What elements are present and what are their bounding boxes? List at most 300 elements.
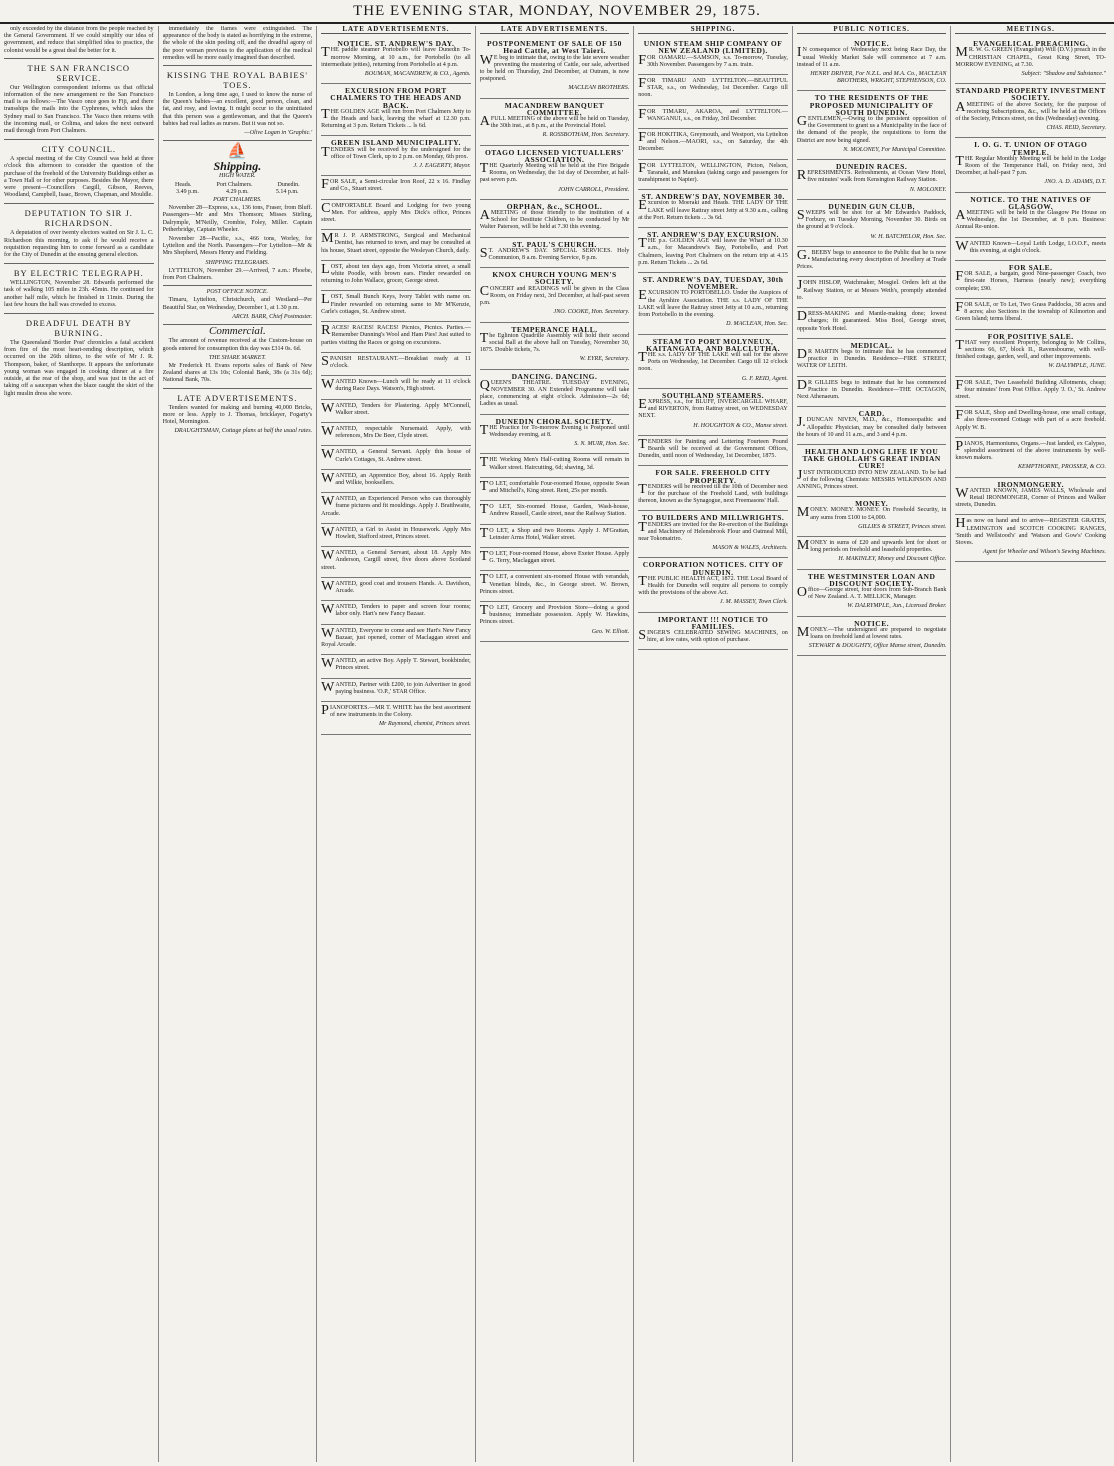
advertisement xyxy=(797,339,947,377)
column-heading: LATE ADVERTISEMENTS. xyxy=(480,26,630,34)
advertisement-body: J.DUNCAN NIVEN, M.D., &c., Homoeopathic and Allopathic Physician, may be consulted daily between the hours of 10 and 11 a.m., and 3 and 4 p.m. xyxy=(796,415,947,438)
advertisement xyxy=(321,470,471,493)
advertisement-body: DR GILLIES begs to intimate that he has commenced Practice in Dunedin. Residence—THE OCTAGON, Next Athenaeum. xyxy=(796,377,947,400)
advertisement xyxy=(321,702,471,735)
advertisement-body: THE PUBLIC HEALTH ACT, 1872. THE Local Board of Health for Dunedin will require all persons to comply with the provisions of the above Act. xyxy=(638,573,788,597)
advertisement-heading: ORPHAN, &c., SCHOOL. xyxy=(506,201,603,211)
advertisement-body: AMEETING of those friendly to the institution of a School for Destitute Children, to be conducted by Mr Walter Paterson, will be held at 7.30 this evening. xyxy=(479,208,630,231)
advertisement-signature: Subject: "Shadow and Substance." xyxy=(1021,71,1106,78)
divider xyxy=(163,140,313,141)
advertisement-body: CONCERT and READINGS will be given in the Class Room, on Friday next, 3rd December, at half-past seven p.m. xyxy=(479,283,630,307)
divider xyxy=(4,58,154,59)
advertisement-signature: MACLEAN BROTHERS. xyxy=(568,85,630,92)
late-ads-label: LATE ADVERTISEMENTS. xyxy=(177,392,298,403)
advertisement-body: THE s.s. LADY OF THE LAKE will sail for the above Ports on Wednesday, 1st December. Cargo till 12 o'clock noon. xyxy=(638,349,788,373)
advertisement xyxy=(797,277,947,308)
advertisement-heading: MEDICAL. xyxy=(850,340,893,350)
article xyxy=(4,63,154,135)
column-1 xyxy=(4,26,159,1462)
advertisement xyxy=(797,91,947,160)
advertisement-body: TO LET, comfortable Four-roomed House, opposite Swan and Mitchell's, King street. Rent, 25s per month. xyxy=(479,478,630,494)
advertisement xyxy=(638,389,788,436)
advertisement-body: SPANISH RESTAURANT.—Breakfast ready at 11 o'clock. xyxy=(321,353,471,369)
article xyxy=(4,144,154,199)
advertisement xyxy=(797,247,947,278)
advertisement xyxy=(638,273,788,334)
masthead: THE EVENING STAR, MONDAY, NOVEMBER 29, 1875. xyxy=(0,0,1114,24)
advertisement-body: FOR SALE, Two Leasehold Building Allotments, cheap; four minutes' from Post Office. Apply 'J. O.,' St. Andrew street. xyxy=(955,377,1106,400)
advertisement xyxy=(480,99,630,146)
advertisement-signature: J. J. EAGERTY, Mayor. xyxy=(413,163,471,170)
advertisement-body: THE Working Men's Half-cutting Rooms will remain in Walker street. Haircutting, 6d; shaving, 3d. xyxy=(479,455,630,471)
advertisement-heading: FOR SALE. FREEHOLD CITY PROPERTY. xyxy=(655,468,771,485)
advertisement-signature: KEMPTHORNE, PROSSER, & CO. xyxy=(1017,464,1106,471)
advertisement xyxy=(955,478,1106,516)
advertisement xyxy=(797,445,947,497)
advertisement-body: FOR TIMARU, AKAROA, and LYTTELTON.—WANGANUI, s.s., on Friday, 3rd December. xyxy=(638,106,788,122)
advertisement xyxy=(955,138,1106,192)
advertisement-body: WANTED, a Girl to Assist in Housework. Apply Mrs Howlett, Stafford street, Princes street. xyxy=(321,524,471,540)
advertisement xyxy=(480,415,630,455)
advertisement xyxy=(955,515,1106,562)
article-body: A special meeting of the City Council was held at three o'clock this afternoon to consider the question of the purchase of the freehold of the University Buildings either as a Town Hall or for other purposes. Besides the Mayor, there were present—Councillors Cargill, Gibson, Reeves, Woodland, Campbell, Isaac, Brown, Chapman, and Mouldle. xyxy=(4,156,154,199)
advertisement-body: WANTED, a General Servant, about 18. Apply Mrs Anderson, Cargill street, five doors above Scotland street. xyxy=(321,548,471,571)
advertisement-heading: MACANDREW BANQUET COMMITTEE. xyxy=(504,100,605,117)
divider xyxy=(163,65,313,66)
tide-time: 5.14 p.m. xyxy=(275,188,299,195)
advertisement-body: AMEETING will be held in the Glasgow Pie House on Wednesday, the 1st December, at 8 p.m. Business: Annual Re-union. xyxy=(955,208,1106,231)
advertisement-heading: DUNEDIN RACES. xyxy=(836,162,908,172)
tide-head: Heads. xyxy=(175,181,192,188)
advertisement xyxy=(797,37,947,91)
advertisement-body: LOST, about ten days ago, from Victoria street, a small white Poodle, with brown ears. Finder rewarded on returning to John Wallace, grocer, George street. xyxy=(321,261,471,285)
advertisement xyxy=(321,493,471,524)
late-ad-sign: DRAUGHTSMAN, Cottage plans at half the usual rates. xyxy=(174,428,313,435)
advertisement-heading: CORPORATION NOTICES. CITY OF DUNEDIN. xyxy=(642,560,784,577)
advertisement-body: WANTED, an active Boy. Apply T. Stewart, bookbinder, Princes street. xyxy=(321,656,471,672)
advertisement xyxy=(480,548,630,571)
advertisement-signature: BOUMAN, MACANDREW, & CO., Agents. xyxy=(364,71,471,78)
advertisement-signature: S. N. MUIR, Hon. Sec. xyxy=(574,441,630,448)
advertisement xyxy=(480,146,630,200)
advertisement-body: WE beg to intimate that, owing to the late severe weather preventing the mustering of Cattle, our sale, advertised to be held on Thursday, 2nd December, at Outram, is now postponed. xyxy=(479,52,630,83)
advertisement xyxy=(321,376,471,399)
advertisement-body: FOR HOKITIKA, Greymouth, and Westport, via Lyttelton and Nelson.—MAORI, s.s., on Saturday, the 4th December. xyxy=(638,130,788,153)
advertisement xyxy=(955,438,1106,478)
advertisement xyxy=(480,370,630,415)
advertisement xyxy=(638,335,788,389)
advertisement-body: SWEEPS will be shot for at Mr Edwards's Paddock, Forbury, on Tuesday Morning, November 30. Birds on the ground at 9 o'clock. xyxy=(796,208,947,231)
advertisement-body: AMEETING of the above Society, for the purpose of receiving Subscriptions, &c., will be held at the Offices of the Society, Princes street, on this (Wednesday) evening. xyxy=(955,99,1106,123)
advertisement xyxy=(321,524,471,547)
advertisement-signature: MASON & WALES, Architects. xyxy=(712,545,788,552)
advertisement-body: TENDERS will be received till the 10th of December next for the purchase of the Freehold Land, with buildings thereon, known as the Synagogue, next Freemasons' Hall. xyxy=(638,481,788,505)
advertisement xyxy=(955,193,1106,238)
advertisement-body: MONEY.—The undersigned are prepared to negotiate loans on freehold land at lowest rates. xyxy=(796,624,947,640)
advertisement-body: The Eglinton Quadrille Assembly will hold their second social Ball at the above hall on Tuesday, November 30, 1875. Double tickets, 7s. xyxy=(479,330,630,354)
advertisement-body: DR MARTIN begs to intimate that he has commenced practice in Dunedin. Residence—FIRE STREET, WATER OF LEITH. xyxy=(796,346,947,370)
advertisement xyxy=(321,84,471,136)
advertisement-heading: CARD. xyxy=(858,409,885,419)
advertisement-heading: FOR SALE. xyxy=(1008,263,1053,273)
advertisement xyxy=(955,299,1106,330)
advertisement-signature: Mr Raymond, chemist, Princes street. xyxy=(379,721,471,728)
advertisement-body: Office—George street, four doors from Sub-Branch Bank of New Zealand. A. T. MELLICK, Manager. xyxy=(796,584,947,601)
advertisement-body: WANTED, good coat and trousers Hands. A. Davidson, Arcade. xyxy=(321,578,471,594)
column-heading: SHIPPING. xyxy=(638,26,788,34)
advertisement xyxy=(955,377,1106,408)
advertisement-heading: STANDARD PROPERTY INVESTMENT SOCIETY. xyxy=(955,86,1106,103)
advertisement-heading: ST. ANDREW'S DAY, TUESDAY, 30th NOVEMBER. xyxy=(642,275,784,292)
advertisement xyxy=(797,160,947,200)
advertisement-body: MONEY. MONEY. MONEY. On Freehold Security, in any sums from £100 to £4,000. xyxy=(796,505,947,521)
advertisement xyxy=(321,400,471,423)
tide-table-heads xyxy=(163,182,313,189)
advertisement xyxy=(480,200,630,238)
advertisement-signature: JNO. COOKE, Hon. Secretary. xyxy=(553,309,630,316)
advertisement-body: WANTED Known—Loyal Leith Lodge, I.O.O.F., meets this evening, at eight o'clock. xyxy=(955,238,1106,254)
article xyxy=(4,268,154,309)
advertisement-signature: W. EYRE, Secretary. xyxy=(579,356,630,363)
advertisement-body: EXPRESS, s.s., for BLUFF, INVERCARGILL WHARF, and RIVERTON, from Rattray street, on WEDNESDAY NEXT. xyxy=(638,396,788,420)
advertisement xyxy=(955,330,1106,377)
advertisement-heading: ST. ANDREW'S DAY EXCURSION. xyxy=(647,230,779,240)
advertisement xyxy=(321,37,471,84)
advertisement-heading: TO BUILDERS AND MILLWRIGHTS. xyxy=(641,513,785,523)
column-6 xyxy=(797,26,952,1462)
advertisement-body: IN consequence of Wednesday next being Race Day, the usual Weekly Market Sale will commence at 7 a.m. instead of 11 a.m. xyxy=(796,45,947,68)
advertisement xyxy=(321,176,471,199)
advertisement xyxy=(955,407,1106,438)
advertisement-body: JOHN HISLOP, Watchmaker, Mosgiel. Orders left at the Railway Station, or at Messrs Weth's, promptly attended to. xyxy=(796,278,947,301)
advertisement-heading: THE WESTMINSTER LOAN AND DISCOUNT SOCIETY. xyxy=(807,571,936,588)
post-office-sign: ARCH. BARR, Chief Postmaster. xyxy=(232,313,313,320)
advertisement xyxy=(797,617,947,657)
advertisement xyxy=(638,436,788,467)
article-body: The Queensland 'Border Post' chronicles a fatal accident from fire of the most heart-rending description, which occurred on the 26th ultimo, to the wife of Mr J. R. Thompson, baker, of Stanthorpe. It appears the unfortunate young woman was engaged in cooking dinner at a fire outside, at the rear of the shop, and was just in the act of taking off a saucepan when the blaze caught the skirt of the light muslin dress she wore. xyxy=(4,340,154,397)
advertisement xyxy=(638,75,788,106)
advertisement-heading: EXCURSION FROM PORT CHALMERS TO THE HEADS AND BACK. xyxy=(330,86,462,110)
advertisement xyxy=(638,129,788,160)
advertisement xyxy=(797,308,947,339)
article-title: BY ELECTRIC TELEGRAPH. xyxy=(13,268,144,279)
advertisement-heading: DUNEDIN GUN CLUB. xyxy=(828,201,915,211)
advertisement xyxy=(638,160,788,191)
advertisement xyxy=(480,454,630,477)
advertisement-signature: N. MOLONEY, For Municipal Committee. xyxy=(843,146,947,153)
article-title: KISSING THE ROYAL BABIES' TOES. xyxy=(166,70,308,91)
telegrams-label: SHIPPING TELEGRAMS. xyxy=(205,259,270,266)
advertisement xyxy=(955,37,1106,84)
article-title: THE SAN FRANCISCO SERVICE. xyxy=(27,62,131,83)
advertisement-heading: POSTPONEMENT OF SALE OF 150 Head Cattle, at West Taieri. xyxy=(487,39,622,56)
advertisement-body: THE GOLDEN AGE will run from Port Chalmers Jetty to the Heads and back, leaving the wharf at 12.30 p.m. Returning at 3 p.m. Return Tickets ... ls 6d. xyxy=(321,106,471,130)
port-label: PORT CHALMERS. xyxy=(213,197,262,204)
page-columns xyxy=(4,26,1110,1462)
advertisement-body: MR. W. G. GREEN (Evangelist) Will (D.V.) preach in the CHRISTIAN CHAPEL, Great King Street, TO-MORROW EVENING, at 7.30. xyxy=(955,45,1106,68)
advertisement-signature: JNO. A. D. ADAMS, D.T. xyxy=(1044,179,1106,186)
tide-time: 4.29 p.m. xyxy=(226,188,249,195)
advertisement-heading: KNOX CHURCH YOUNG MEN'S SOCIETY. xyxy=(492,270,617,287)
advertisement-body: AFULL MEETING of the above will be held on Tuesday, the 30th inst., at 8 p.m., at the Provincial Hotel. xyxy=(479,114,630,130)
advertisement-signature: G. F. REID, Agent. xyxy=(741,375,788,382)
advertisement xyxy=(480,238,630,269)
advertisement-body: WANTED, an Experienced Person who can thoroughly frame pictures and fit mouldings. Apply J. Braithwaite, Arcade. xyxy=(321,494,471,517)
advertisement-heading: IRONMONGERY. xyxy=(997,479,1064,489)
article-title: DREADFUL DEATH BY BURNING. xyxy=(25,318,132,339)
advertisement-signature: GILLIES & STREET, Princes street. xyxy=(858,523,947,530)
article xyxy=(4,318,154,398)
advertisement-body: FOR TIMARU AND LYTTELTON.—BEAUTIFUL STAR, s.s., on Wednesday, 1st December. Cargo till noon. xyxy=(638,76,788,99)
advertisement-signature: JOHN CARROLL, President. xyxy=(558,186,630,193)
column-7 xyxy=(955,26,1110,1462)
advertisement-body: TO LET, a convenient six-roomed House with verandah, Venetian blinds, &c., in George street. W. Brown, Princes street. xyxy=(479,572,630,595)
advertisement xyxy=(321,261,471,292)
advertisement-body: FOR SALE, a bargain, good Nine-passenger Coach, two first-rate Horses, Harness (nearly new); everything complete; £90. xyxy=(955,269,1106,292)
commercial-body: The amount of revenue received at the Custom-house on goods entered for consumption this day was £314 0s. 6d. xyxy=(162,338,313,352)
advertisement xyxy=(797,570,947,617)
advertisement xyxy=(321,200,471,231)
lead-paragraph: only exceeded by the distance from the people reached by the General Government. If we could simplify our idea of government, and reduce that simplified idea to practice, the colonist would be a great deal the better for it. xyxy=(4,26,154,54)
advertisement-signature: Geo. W. Elliott. xyxy=(591,628,630,635)
advertisement-body: TO LET, Grocery and Provision Store—doing a good business; immediate possession. Apply W. Hawkins, Princes street. xyxy=(479,602,630,626)
section-title-commercial: Commercial. xyxy=(208,325,266,338)
advertisement-signature: W. DALRYMPLE, Jun., Licensed Broker. xyxy=(847,603,947,610)
advertisement-heading: ST. ANDREW'S DAY, NOVEMBER 30. xyxy=(641,192,785,202)
advertisement-heading: MONEY. xyxy=(855,499,889,509)
advertisement xyxy=(321,423,471,446)
advertisement xyxy=(797,407,947,445)
article-body: Our Wellington correspondent informs us that official information of the new arrangement re the San Francisco mail is as follows:—The Vasco once goes to Fiji, and there transships the mails into the Cyphrenes, which takes the Sydney mail to San Francisco. The Vasco then returns with the incoming mail, or Colima, and takes the next outward mail through from Port Chalmers. xyxy=(4,84,154,135)
advertisement-body: WANTED, Tenders to paper and screen four rooms; labor only. Hart's new Fancy Bazaar. xyxy=(321,602,471,618)
advertisement xyxy=(321,353,471,376)
share-market-label: THE SHARE MARKET. xyxy=(208,354,266,361)
advertisement xyxy=(480,268,630,322)
advertisement xyxy=(480,525,630,548)
advertisement-heading: TEMPERANCE HALL. xyxy=(511,324,598,334)
advertisement xyxy=(638,37,788,75)
advertisement-heading: NOTICE. ST. ANDREW'S DAY. xyxy=(337,39,455,49)
advertisement xyxy=(321,136,471,176)
advertisement-body: WANTED Known—Lunch will be ready at 11 o'clock during Race Days. Watson's, High street. xyxy=(321,377,471,393)
advertisement xyxy=(797,200,947,247)
advertisement xyxy=(480,37,630,98)
advertisement xyxy=(321,601,471,624)
article-title: DEPUTATION TO SIR J. RICHARDSON. xyxy=(24,208,133,229)
article-title: CITY COUNCIL. xyxy=(41,144,117,155)
advertisement-body: DRESS-MAKING and Mantle-making done; lowest charges; fit guaranteed. Miss Bool, George street, opposite York Hotel. xyxy=(796,309,947,332)
advertisement xyxy=(321,230,471,261)
advertisement xyxy=(638,106,788,129)
advertisement xyxy=(638,558,788,612)
advertisement-heading: NOTICE. xyxy=(854,618,890,628)
advertisement-heading: ST. PAUL'S CHURCH. xyxy=(512,239,597,249)
advertisement-body: RACES! RACES! RACES! Picnics, Picnics. Parties.—Remember Dunning's Wool and Ham Pies! Just suited to parties visiting the Races or going on excursions. xyxy=(321,323,471,346)
section-title-shipping: Shipping. xyxy=(213,159,262,174)
advertisement xyxy=(480,602,630,642)
advertisement xyxy=(321,625,471,656)
advertisement-body: THE Quarterly Meeting will be held at the Fire Brigade Rooms, on Wednesday, the 1st day of December, at half-past seven p.m. xyxy=(479,161,630,184)
advertisement-body: EXCURSION TO PORTOBELLO. Under the Auspices of the Ayrshire Association. THE s.s. LADY OF THE LAKE will leave the Rattray street Jetty at 10 a.m., returning from Portobello in the evening. xyxy=(638,288,788,319)
advertisement xyxy=(480,323,630,370)
advertisement-body: LOST, Small Bunch Keys, Ivory Tablet with name on. Finder rewarded on returning same to Mr M'Kenzie, Carle's cottages, St. Andrew street. xyxy=(321,292,471,315)
divider xyxy=(4,203,154,204)
advertisement-body: REFRESHMENTS. Refreshments, at Ocean View Hotel, five minutes' walk from Kensington Railway Station. xyxy=(796,168,947,184)
column-heading: LATE ADVERTISEMENTS. xyxy=(321,26,471,34)
divider xyxy=(4,313,154,314)
advertisement-signature: HENRY DRIVER, For N.Z.L. and M.A. Co., MACLEAN BROTHERS, WRIGHT, STEPHENSON, CO. xyxy=(810,71,947,85)
advertisement-heading: FOR POSITIVE SALE. xyxy=(987,331,1074,341)
advertisement-body: COMFORTABLE Board and Lodging for two young Men. For address, apply Mrs Dick's office, Princes street. xyxy=(321,200,471,224)
advertisement-heading: IMPORTANT !!! NOTICE TO FAMILIES. xyxy=(657,614,769,631)
column-4 xyxy=(480,26,635,1462)
advertisement xyxy=(480,478,630,501)
advertisement-signature: D. MACLEAN, Hon. Sec. xyxy=(726,321,788,328)
tide-head: Port Chalmers. xyxy=(216,181,253,188)
advertisement-body: FOR SALE, a Semi-circular Iron Roof, 22 x 16. Findlay and Co., Stuart street. xyxy=(321,177,471,193)
advertisement-body: WANTED, an Apprentice Boy, about 16. Apply Reith and Wilkie, booksellers. xyxy=(321,470,471,486)
column-heading: MEETINGS. xyxy=(955,26,1106,34)
advertisement-body: PIANOFORTES.—MR T. WHITE has the best assortment of new instruments in the Colony. xyxy=(321,703,471,719)
advertisement-heading: UNION STEAM SHIP COMPANY OF NEW ZEALAND (LIMITED). xyxy=(643,39,783,56)
advertisement-signature: W. H. BATCHELOR, Hon. Sec. xyxy=(870,233,947,240)
advertisement-body: WANTED, Partner with £200, to join Advertiser in good paying business. 'O.P.,' STAR Office. xyxy=(321,679,471,695)
advertisement-body: FOR SALE, or To Let, Two Grass Paddocks, 38 acres and 8 acres; also Sections in the township of Kilmorton and Green Island; terms liberal. xyxy=(955,299,1106,323)
advertisement-body: Has now on hand and to arrive—REGISTER GRATES, LEMINGTON and SCOTCH COOKING RANGES, 'Smith and Wellstood's' and 'Watson and Gow's' Cooking Stoves. xyxy=(955,516,1106,546)
advertisement-body: THE Regular Monthly Meeting will be held in the Lodge Room of the Temperance Hall, on Friday next, 3rd December, at half-past 7 p.m. xyxy=(955,153,1106,177)
advertisement-signature: H. MAKINLEY, Money and Discount Office. xyxy=(838,556,947,563)
advertisement-body: Excursion to Moeraki and Heads. THE LADY OF THE LAKE will leave Rattray street Jetty at 9.30 a.m., calling at the Port. Return tickets ... 3s 6d. xyxy=(638,198,788,221)
advertisement-body: JUST INTRODUCED INTO NEW ZEALAND. To be had of the following Chemists: MESSRS WILKINSON AND ANNING, Princes street. xyxy=(796,467,947,490)
advertisement xyxy=(480,571,630,602)
continued-paragraph: immediately the flames were extinguished. The appearance of the body is stated as horrifying in the extreme, the whole of the skin peeling off, and the dreadful agony of the poor woman previous to the application of the medical remedies will be more easily imagined than described. xyxy=(162,26,313,61)
advertisement xyxy=(797,377,947,408)
advertisement-signature: H. HOUGHTON & CO., Manse street. xyxy=(693,422,788,429)
advertisement xyxy=(321,322,471,353)
advertisement-heading: NOTICE. xyxy=(854,39,890,49)
advertisement xyxy=(480,501,630,524)
article-body: In London, a long time ago, I used to know the nurse of the Queen's babies—an excellent, good person, clean, and fat, and rosy, and loving. It might occur to the uninitiated that this person was a gentlewoman, and that the Queen's babies had real ladies as nurses. But it was not so. xyxy=(162,92,313,127)
article xyxy=(4,208,154,259)
advertisement-heading: NOTICE. TO THE NATIVES OF GLASGOW. xyxy=(970,194,1092,211)
article-credit: —Olive Logan in 'Graphic.' xyxy=(244,130,313,137)
advertisement xyxy=(638,511,788,558)
advertisement-body: TENDERS for Painting and Lettering Fourteen Pound Boards will be received at the Government Offices, Dunedin, until noon of Wednesday, 1st December, 1875. xyxy=(638,436,788,460)
column-heading: PUBLIC NOTICES. xyxy=(797,26,947,34)
advertisement-body: SINGER'S CELEBRATED SEWING MACHINES, on hire, at low rates, with option of purchase. xyxy=(638,628,788,644)
advertisement xyxy=(321,679,471,702)
advertisement-body: FOR LYTTELTON, WELLINGTON, Picton, Nelson, Taranaki, and Manukau (taking cargo and passengers for transhipment to Napier). xyxy=(638,160,788,184)
tide-time: 3.49 p.m. xyxy=(176,188,199,195)
advertisement xyxy=(321,291,471,322)
advertisement-body: THE Practice for To-morrow Evening is Postponed until Wednesday evening, at 8. xyxy=(479,422,630,438)
advertisement-signature: R. ROSSBOTHAM, Hon. Secretary. xyxy=(542,132,630,139)
advertisement xyxy=(955,238,1106,261)
advertisement xyxy=(955,84,1106,138)
advertisement-body: WANTED, respectable Nursemaid. Apply, with references, Mrs De Beer, Clyde street. xyxy=(321,423,471,440)
advertisement-heading: SOUTHLAND STEAMERS. xyxy=(662,390,765,400)
advertisement-signature: STEWART & DOUGHTY, Office Manse street, Dunedin. xyxy=(808,643,947,650)
tide-head: Dunedin. xyxy=(277,181,300,188)
advertisement-body: MR J. P. ARMSTRONG, Surgical and Mechanical Dentist, has returned to town, and may be consulted at his house, Stuart street, opposite the Wesleyan Church, daily. xyxy=(321,231,471,254)
advertisement-heading: DANCING. DANCING. xyxy=(511,371,598,381)
advertisement xyxy=(321,446,471,469)
column-3 xyxy=(321,26,476,1462)
advertisement xyxy=(321,578,471,601)
advertisement-heading: EVANGELICAL PREACHING. xyxy=(973,39,1089,49)
advertisement xyxy=(638,190,788,228)
advertisement-body: THE paddle steamer Portobello will leave Dunedin To-morrow Morning, at 10 a.m., for Portobello (to all intermediate jetties), returning from Portobello at 4 p.m. xyxy=(321,45,471,68)
telegrams-body: LYTTELTON, November 29.—Arrived, 7 a.m.: Phoebe, from Port Chalmers. xyxy=(162,267,313,282)
divider xyxy=(163,285,313,286)
advertisement-body: WANTED, a General Servant. Apply this house of Curle's Cottages, St. Andrew street. xyxy=(321,447,471,463)
article-body: A deputation of over twenty electors waited on Sir J. L. C. Richardson this morning, to ask if he would receive a requisition requesting him to come forward as a candidate for the City of Dunedin at the ensuing general election. xyxy=(4,230,154,259)
advertisement-body: TO LET, Six-roomed House, Garden, Wash-house, Andrew Russell, Castle street, near the Railway Station. xyxy=(479,502,630,518)
sailing-ship-icon: ⛵ xyxy=(227,143,248,161)
arrivals: November 28—Express, s.s., 136 tons, Fraser, from Bluff. Passengers—Mr and Mrs Thomson; Misses Stirling, Dalrymple, M'Neilly, Crombie, Foley, Miller. Captain Petherbridge, Captain Wheeler. xyxy=(162,205,313,233)
advertisement-body: TENDERS are invited for the Re-erection of the Buildings and Machinery of Helensbrook Flour and Oatmeal Mill, near Tokomairiro. xyxy=(638,519,788,542)
advertisement-body: MONEY in sums of £20 and upwards lent for short or long periods on freehold and leasehold properties. xyxy=(796,537,947,554)
advertisement-body: GENTLEMEN,—Owing to the persistent opposition of the Government to grant us a Municipality in the face of the demand of the people, the requisitions to form the District are now being signed. xyxy=(796,114,947,144)
advertisement-heading: HEALTH AND LONG LIFE IF YOU TAKE GHOLLAH'S GREAT INDIAN CURE! xyxy=(802,446,941,471)
advertisement-body: FOR OAMARU.—SAMSON, s.s. To-morrow, Tuesday, 30th November. Passengers by 7 a.m. train. xyxy=(638,52,788,68)
divider xyxy=(4,263,154,264)
advertisement xyxy=(638,228,788,273)
column-2 xyxy=(163,26,318,1462)
advertisement xyxy=(797,497,947,537)
advertisement-body: THE p.s. GOLDEN AGE will leave the Wharf at 10.30 a.m., for Macandrew's Bay, Portobello, and Port Chalmers, leaving Port Chalmers on the return trip at 4.15 p.m. Return Tickets ... 2s 6d. xyxy=(638,236,788,266)
article-body: WELLINGTON, November 28. Edwards performed the task of walking 105 miles in 23h. 45min. He continued for another half mile, which he finished in 11min. During the last few hours the hall was crowded to excess. xyxy=(4,280,154,308)
advertisement-heading: TO THE RESIDENTS OF THE PROPOSED MUNICIPALITY OF SOUTH DUNEDIN. xyxy=(809,93,934,117)
advertisement-heading: STEAM TO PORT MOLYNEUX, KAITANGATA, AND BALCLUTHA. xyxy=(646,336,780,353)
advertisement-body: TENDERS will be received by the undersigned for the office of Town Clerk, up to 2 p.m. on Monday, 6th prox. xyxy=(321,144,471,160)
advertisement-body: WANTED, Tenders for Plastering. Apply M'Connell, Walker street. xyxy=(321,400,471,416)
advertisement-signature: J. M. MASSEY, Town Clerk. xyxy=(719,599,788,606)
high-water-label: HIGH WATER. xyxy=(219,173,256,180)
advertisement-body: QUEEN'S THEATRE. TUESDAY EVENING, NOVEMBER 30. AN Extended Programme will take place, commencing at eight o'clock. Admission—2s 6d; Ladies as usual. xyxy=(479,377,630,408)
advertisement-signature: W. DALYMPLE, JUNE. xyxy=(1048,363,1106,370)
advertisement-body: WANTED KNOWN, JAMES WALLS, Wholesale and Retail IRONMONGER, Corner of Princes and Walker streets, Dunedin. xyxy=(955,485,1106,509)
advertisement-body: TO LET, a Shop and two Rooms. Apply J. M'Grattan, Leinster Arms Hotel, Walker street. xyxy=(479,525,630,541)
divider xyxy=(163,388,313,389)
tide-table-times xyxy=(163,189,313,196)
late-ad-body: Tenders wanted for making and burning 40,000 Bricks, more or less. Apply to J. Thomas, bricklayer, Fogarty's Hotel, Mornington. xyxy=(162,404,313,425)
post-office-body: Timaru, Lyttelton, Christchurch, and Westland—Per Beautiful Star, on Wednesday, December 1, at 1.30 p.m. xyxy=(162,297,313,311)
advertisement-body: TO LET, Four-roomed House, above Exeter House. Apply G. Terry, Maclaggan street. xyxy=(479,548,630,565)
advertisement-body: WANTED, Everyone to come and see Hart's New Fancy Bazaar, just opened, corner of Maclaggan street and Royal Arcade. xyxy=(321,625,471,648)
share-market-body: Mr Frederick H. Evans reports sales of Bank of New Zealand shares at 13s 10s; Colonial Bank, 38s (a 31s 6d); National Bank, 70s. xyxy=(162,362,313,384)
advertisement-signature: N. MOLONEY. xyxy=(909,186,947,193)
advertisement-heading: OTAGO LICENSED VICTUALLERS' ASSOCIATION. xyxy=(484,147,625,164)
departures: November 28—Pacific, s.s., 466 tons, Worley, for Lyttelton and the North. Passengers—For Lyttelton—Mr & Mrs Shepherd, Messrs Henry and Fielding. xyxy=(162,236,313,257)
advertisement-body: ST. ANDREW'S DAY. SPECIAL SERVICES. Holy Communion, 8 a.m. Evening Service, 8 p.m. xyxy=(479,245,630,262)
advertisement-body: FOR SALE, Shop and Dwelling-house, one small cottage, also three-roomed Cottage with part of a acre freehold. Apply W. B. xyxy=(955,408,1106,431)
advertisement xyxy=(797,537,947,570)
advertisement-heading: DUNEDIN CHORAL SOCIETY. xyxy=(495,416,614,426)
advertisement-signature: Agent for Wheeler and Wilson's Sewing Machines. xyxy=(982,549,1106,556)
advertisement xyxy=(321,547,471,578)
divider xyxy=(4,139,154,140)
column-5 xyxy=(638,26,793,1462)
advertisement xyxy=(321,655,471,678)
advertisement-body: PIANOS, Harmoniums, Organs.—Just landed, ex Calypso, splendid assortment of the above instruments by well-known makers. xyxy=(955,438,1106,462)
advertisement xyxy=(638,466,788,511)
advertisement xyxy=(955,261,1106,299)
post-office-label: POST OFFICE NOTICE. xyxy=(206,289,269,296)
advertisement-heading: GREEN ISLAND MUNICIPALITY. xyxy=(330,138,461,148)
advertisement-body: THAT very excellent Property, belonging to Mr Collins, sections 66, 67, block II., Ravensbourne, with well-finished cottage, garden, well, and other improvements. xyxy=(955,337,1106,361)
advertisement-heading: I. O. G. T. UNION OF OTAGO TEMPLE. xyxy=(974,140,1088,157)
